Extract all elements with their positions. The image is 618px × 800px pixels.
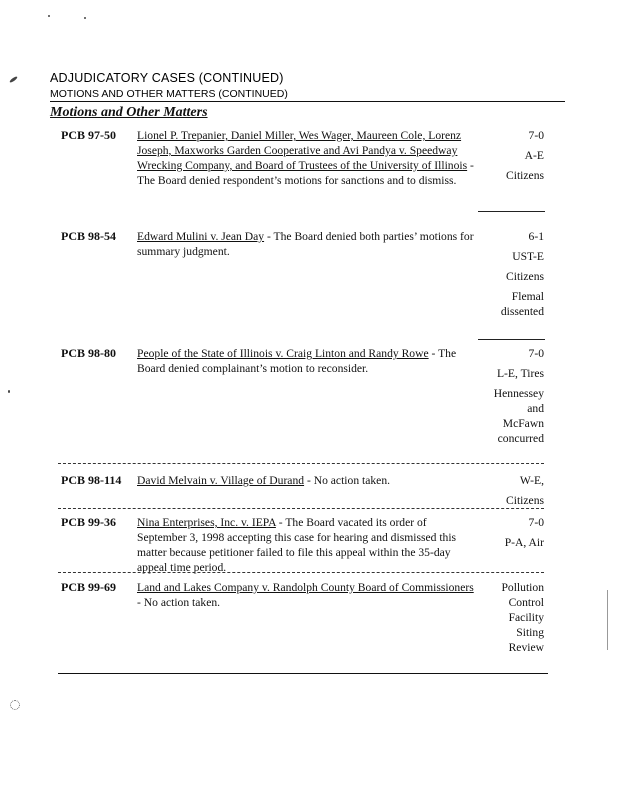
case-vote	[462, 515, 544, 555]
case-description: People of the State of Illinois v. Craig Linton and Randy Rowe - The Board denied complainant’s motion to reconsider.	[137, 347, 457, 375]
vote-type: Pollution Control Facility Siting Review	[501, 581, 544, 654]
scan-speck	[9, 76, 18, 84]
scan-speck	[48, 15, 50, 17]
case-number: PCB 98-114	[61, 473, 122, 487]
vote-origin: Citizens	[506, 270, 544, 283]
case-vote	[462, 473, 544, 513]
case-title-link[interactable]: Land and Lakes Company v. Randolph County Board of Commissioners	[137, 581, 474, 594]
scan-speck	[607, 590, 608, 650]
divider	[58, 508, 544, 509]
vote-note: Hennessey and McFawn concurred	[493, 387, 544, 445]
vote-type: L-E, Tires	[496, 367, 544, 380]
case-number: PCB 99-36	[61, 515, 116, 529]
case-description: David Melvain v. Village of Durand - No action taken.	[137, 474, 391, 487]
vote-note: Flemal dissented	[500, 290, 544, 318]
case-title-link[interactable]: Lionel P. Trepanier, Daniel Miller, Wes Wager, Maureen Cole, Lorenz Joseph, Maxworks Garden Cooperative and Avi Pandya v. Speedway Wrecking Company, and Board of Trustees of the University of Illinois	[137, 129, 468, 172]
case-description: Lionel P. Trepanier, Daniel Miller, Wes Wager, Maureen Cole, Lorenz Joseph, Maxworks Garden Cooperative and Avi Pandya v. Speedway Wrecking Company, and Board of Trustees of the University of Illinois - The Board denied respondent’s motions for sanctions and to dismiss.	[137, 129, 474, 187]
divider	[478, 211, 545, 212]
scan-speck	[10, 700, 20, 710]
case-description: Edward Mulini v. Jean Day - The Board denied both parties’ motions for summary judgment.	[137, 230, 474, 258]
case-vote	[462, 128, 544, 188]
case-vote	[462, 580, 544, 655]
case-vote	[462, 229, 544, 324]
case-number: PCB 99-69	[61, 580, 116, 594]
case-number: PCB 98-54	[61, 229, 116, 243]
case-description: Land and Lakes Company v. Randolph County Board of Commissioners - No action taken.	[137, 581, 474, 609]
scan-speck	[8, 390, 10, 393]
vote-count: 6-1	[528, 230, 544, 243]
vote-origin: Citizens	[506, 494, 544, 507]
case-title-link[interactable]: Edward Mulini v. Jean Day	[137, 230, 265, 243]
vote-count: 7-0	[528, 129, 544, 142]
vote-type: P-A, Air	[504, 536, 544, 549]
case-number: PCB 98-80	[61, 346, 116, 360]
vote-count: 7-0	[528, 516, 544, 529]
footer-rule	[58, 673, 548, 674]
divider	[58, 463, 544, 464]
vote-type: A-E	[524, 149, 544, 162]
vote-origin: Citizens	[506, 169, 544, 182]
case-description: Nina Enterprises, Inc. v. IEPA - The Board vacated its order of September 3, 1998 accepting this case for hearing and dismissed this matter because petitioner failed to file this appeal within the 35-day appeal time period.	[137, 516, 457, 574]
case-number: PCB 97-50	[61, 128, 116, 142]
case-title-link[interactable]: Nina Enterprises, Inc. v. IEPA	[137, 516, 276, 529]
divider	[58, 572, 544, 573]
scan-speck	[84, 17, 86, 19]
header-rule	[50, 101, 565, 102]
case-title-link[interactable]: David Melvain v. Village of Durand	[137, 474, 305, 487]
section-title: Motions and Other Matters	[50, 105, 208, 120]
case-title-link[interactable]: People of the State of Illinois v. Craig Linton and Randy Rowe	[137, 347, 429, 360]
divider	[478, 339, 545, 340]
vote-type: UST-E	[512, 250, 544, 263]
vote-count: 7-0	[528, 347, 544, 360]
case-vote	[462, 346, 544, 451]
vote-type: W-E,	[519, 474, 544, 487]
page-subtitle: MOTIONS AND OTHER MATTERS (CONTINUED)	[50, 88, 288, 100]
page-title: ADJUDICATORY CASES (CONTINUED)	[50, 71, 284, 85]
